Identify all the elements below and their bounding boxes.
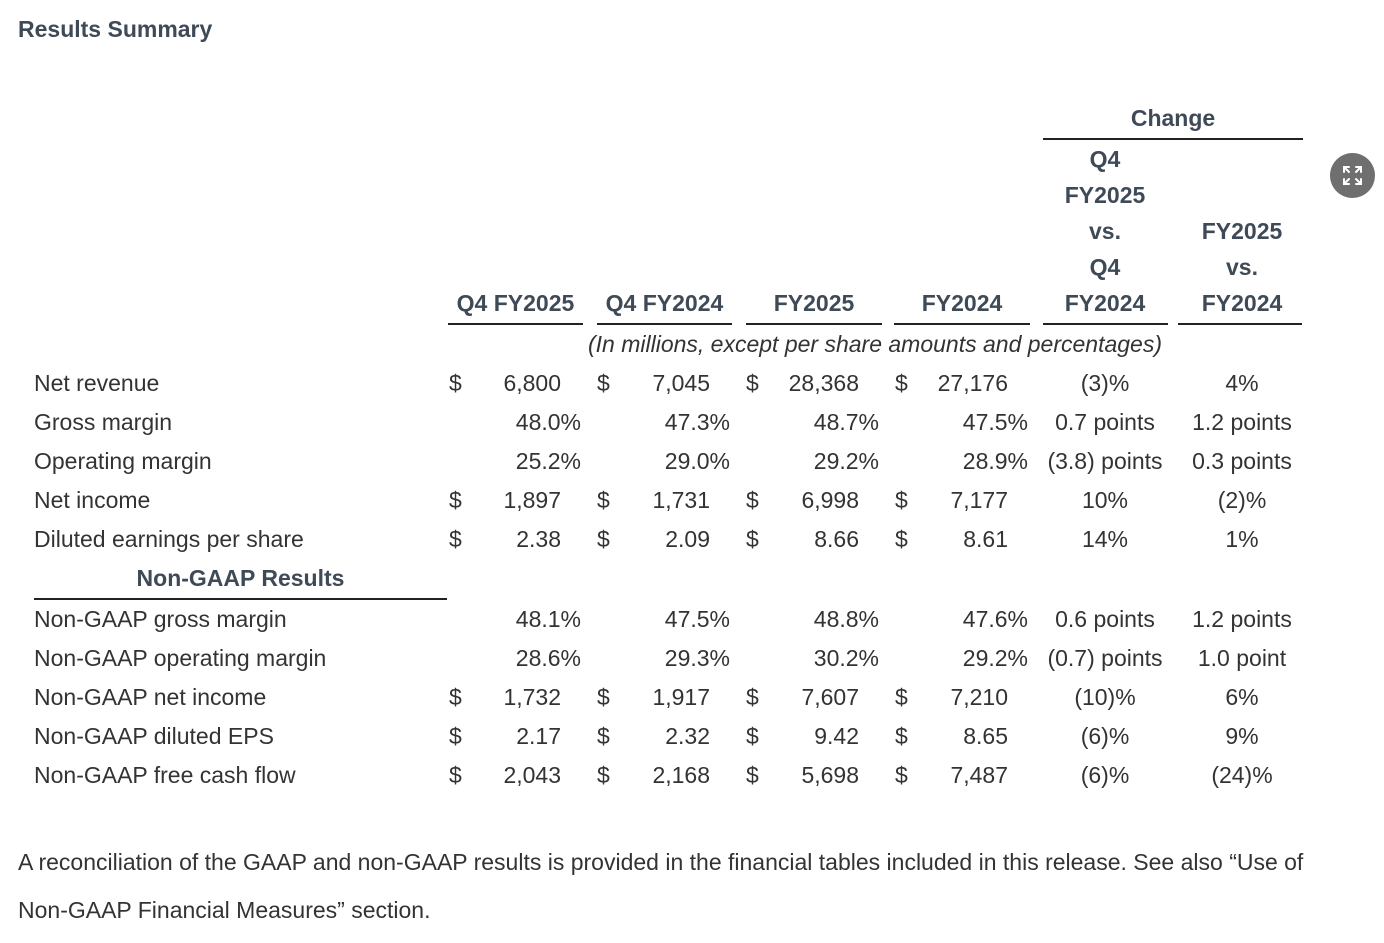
change-quarter-cell: (3)% <box>1080 370 1130 396</box>
change-quarter-cell: 10% <box>1081 487 1129 513</box>
row-label: Non-GAAP free cash flow <box>34 762 296 788</box>
non-gaap-header-rule <box>34 598 447 600</box>
change-year-cell: 1.0 point <box>1197 645 1287 671</box>
currency-symbol: $ <box>895 487 908 513</box>
currency-symbol: $ <box>597 762 610 788</box>
value-cell: 47.3% <box>664 409 730 435</box>
currency-symbol: $ <box>746 684 759 710</box>
column-header-rule <box>1178 323 1302 325</box>
change-year-cell: 6% <box>1225 684 1259 710</box>
row-label: Non-GAAP operating margin <box>34 645 327 671</box>
row-label: Non-GAAP diluted EPS <box>34 723 274 749</box>
value-cell: 2.17 <box>516 723 561 749</box>
page-title: Results Summary <box>18 16 213 42</box>
value-cell: 1,917 <box>652 684 710 710</box>
change-year-cell: (24)% <box>1211 762 1273 788</box>
change-quarter-cell: 0.6 points <box>1055 606 1155 632</box>
currency-symbol: $ <box>597 370 610 396</box>
value-cell: 48.0% <box>515 409 581 435</box>
row-label: Net income <box>34 487 151 513</box>
column-header-rule <box>448 323 583 325</box>
value-cell: 1,731 <box>652 487 710 513</box>
currency-symbol: $ <box>597 723 610 749</box>
change-column-header-line: FY2024 <box>1201 290 1283 316</box>
value-cell: 6,998 <box>801 487 859 513</box>
change-quarter-cell: (6)% <box>1080 762 1130 788</box>
change-year-cell: 0.3 points <box>1192 448 1292 474</box>
value-cell: 1,732 <box>503 684 561 710</box>
value-cell: 29.2% <box>962 645 1028 671</box>
change-column-header-line: FY2025 <box>1201 218 1283 244</box>
value-cell: 2,168 <box>652 762 710 788</box>
value-cell: 8.66 <box>814 526 859 552</box>
value-cell: 9.42 <box>814 723 859 749</box>
change-year-cell: 1.2 points <box>1192 606 1292 632</box>
value-cell: 27,176 <box>937 370 1008 396</box>
row-label: Diluted earnings per share <box>34 526 304 552</box>
units-note: (In millions, except per share amounts and percentages) <box>587 331 1163 357</box>
change-quarter-cell: (0.7) points <box>1047 645 1163 671</box>
change-column-header-line: Q4 <box>1089 146 1121 172</box>
column-header-rule <box>746 323 882 325</box>
change-header: Change <box>1130 105 1216 131</box>
currency-symbol: $ <box>746 762 759 788</box>
currency-symbol: $ <box>597 684 610 710</box>
value-cell: 5,698 <box>801 762 859 788</box>
value-cell: 47.5% <box>962 409 1028 435</box>
change-column-header-line: FY2025 <box>1064 182 1146 208</box>
change-column-header-line: vs. <box>1226 254 1258 280</box>
currency-symbol: $ <box>895 723 908 749</box>
row-label: Non-GAAP gross margin <box>34 606 287 632</box>
change-quarter-cell: (10)% <box>1074 684 1136 710</box>
change-column-header-line: Q4 <box>1089 254 1121 280</box>
value-cell: 28.6% <box>515 645 581 671</box>
row-label: Net revenue <box>34 370 160 396</box>
value-cell: 29.2% <box>813 448 879 474</box>
currency-symbol: $ <box>449 370 462 396</box>
change-column-header-line: FY2024 <box>1064 290 1146 316</box>
currency-symbol: $ <box>895 370 908 396</box>
change-year-cell: (2)% <box>1217 487 1267 513</box>
row-label: Gross margin <box>34 409 173 435</box>
value-cell: 47.6% <box>962 606 1028 632</box>
change-year-cell: 1.2 points <box>1192 409 1292 435</box>
row-label: Non-GAAP net income <box>34 684 267 710</box>
value-cell: 2.38 <box>516 526 561 552</box>
value-cell: 6,800 <box>503 370 561 396</box>
currency-symbol: $ <box>449 723 462 749</box>
change-quarter-cell: 0.7 points <box>1055 409 1155 435</box>
value-cell: 25.2% <box>515 448 581 474</box>
value-cell: 48.1% <box>515 606 581 632</box>
currency-symbol: $ <box>597 526 610 552</box>
change-quarter-cell: 14% <box>1081 526 1129 552</box>
value-cell: 7,045 <box>652 370 710 396</box>
value-cell: 48.7% <box>813 409 879 435</box>
value-cell: 7,177 <box>950 487 1008 513</box>
change-column-header-line: vs. <box>1089 218 1121 244</box>
value-cell: 48.8% <box>813 606 879 632</box>
value-cell: 47.5% <box>664 606 730 632</box>
currency-symbol: $ <box>449 762 462 788</box>
currency-symbol: $ <box>449 487 462 513</box>
value-cell: 2.09 <box>665 526 710 552</box>
currency-symbol: $ <box>746 370 759 396</box>
currency-symbol: $ <box>746 723 759 749</box>
value-cell: 29.0% <box>664 448 730 474</box>
value-cell: 2,043 <box>503 762 561 788</box>
value-cell: 30.2% <box>813 645 879 671</box>
value-cell: 29.3% <box>664 645 730 671</box>
column-header: Q4 FY2025 <box>456 290 575 316</box>
currency-symbol: $ <box>449 684 462 710</box>
column-header-rule <box>1043 323 1168 325</box>
value-cell: 2.32 <box>665 723 710 749</box>
column-header: Q4 FY2024 <box>605 290 724 316</box>
footnote: A reconciliation of the GAAP and non-GAAP results is provided in the financial tables included in this release. See also “Use of Non-GAAP Financial Measures” section. <box>18 849 1304 923</box>
change-quarter-cell: (6)% <box>1080 723 1130 749</box>
value-cell: 7,487 <box>950 762 1008 788</box>
value-cell: 7,607 <box>801 684 859 710</box>
value-cell: 28,368 <box>788 370 859 396</box>
currency-symbol: $ <box>746 487 759 513</box>
column-header-rule <box>894 323 1030 325</box>
value-cell: 1,897 <box>503 487 561 513</box>
non-gaap-header: Non-GAAP Results <box>136 565 345 591</box>
currency-symbol: $ <box>895 762 908 788</box>
column-header-rule <box>597 323 732 325</box>
value-cell: 8.61 <box>963 526 1008 552</box>
currency-symbol: $ <box>895 526 908 552</box>
value-cell: 7,210 <box>950 684 1008 710</box>
change-quarter-cell: (3.8) points <box>1047 448 1163 474</box>
column-header: FY2025 <box>773 290 855 316</box>
change-year-cell: 1% <box>1225 526 1259 552</box>
change-year-cell: 4% <box>1225 370 1259 396</box>
change-header-rule <box>1043 138 1303 140</box>
value-cell: 8.65 <box>963 723 1008 749</box>
column-header: FY2024 <box>921 290 1003 316</box>
currency-symbol: $ <box>449 526 462 552</box>
currency-symbol: $ <box>746 526 759 552</box>
currency-symbol: $ <box>895 684 908 710</box>
value-cell: 28.9% <box>962 448 1028 474</box>
currency-symbol: $ <box>597 487 610 513</box>
change-year-cell: 9% <box>1225 723 1259 749</box>
row-label: Operating margin <box>34 448 212 474</box>
